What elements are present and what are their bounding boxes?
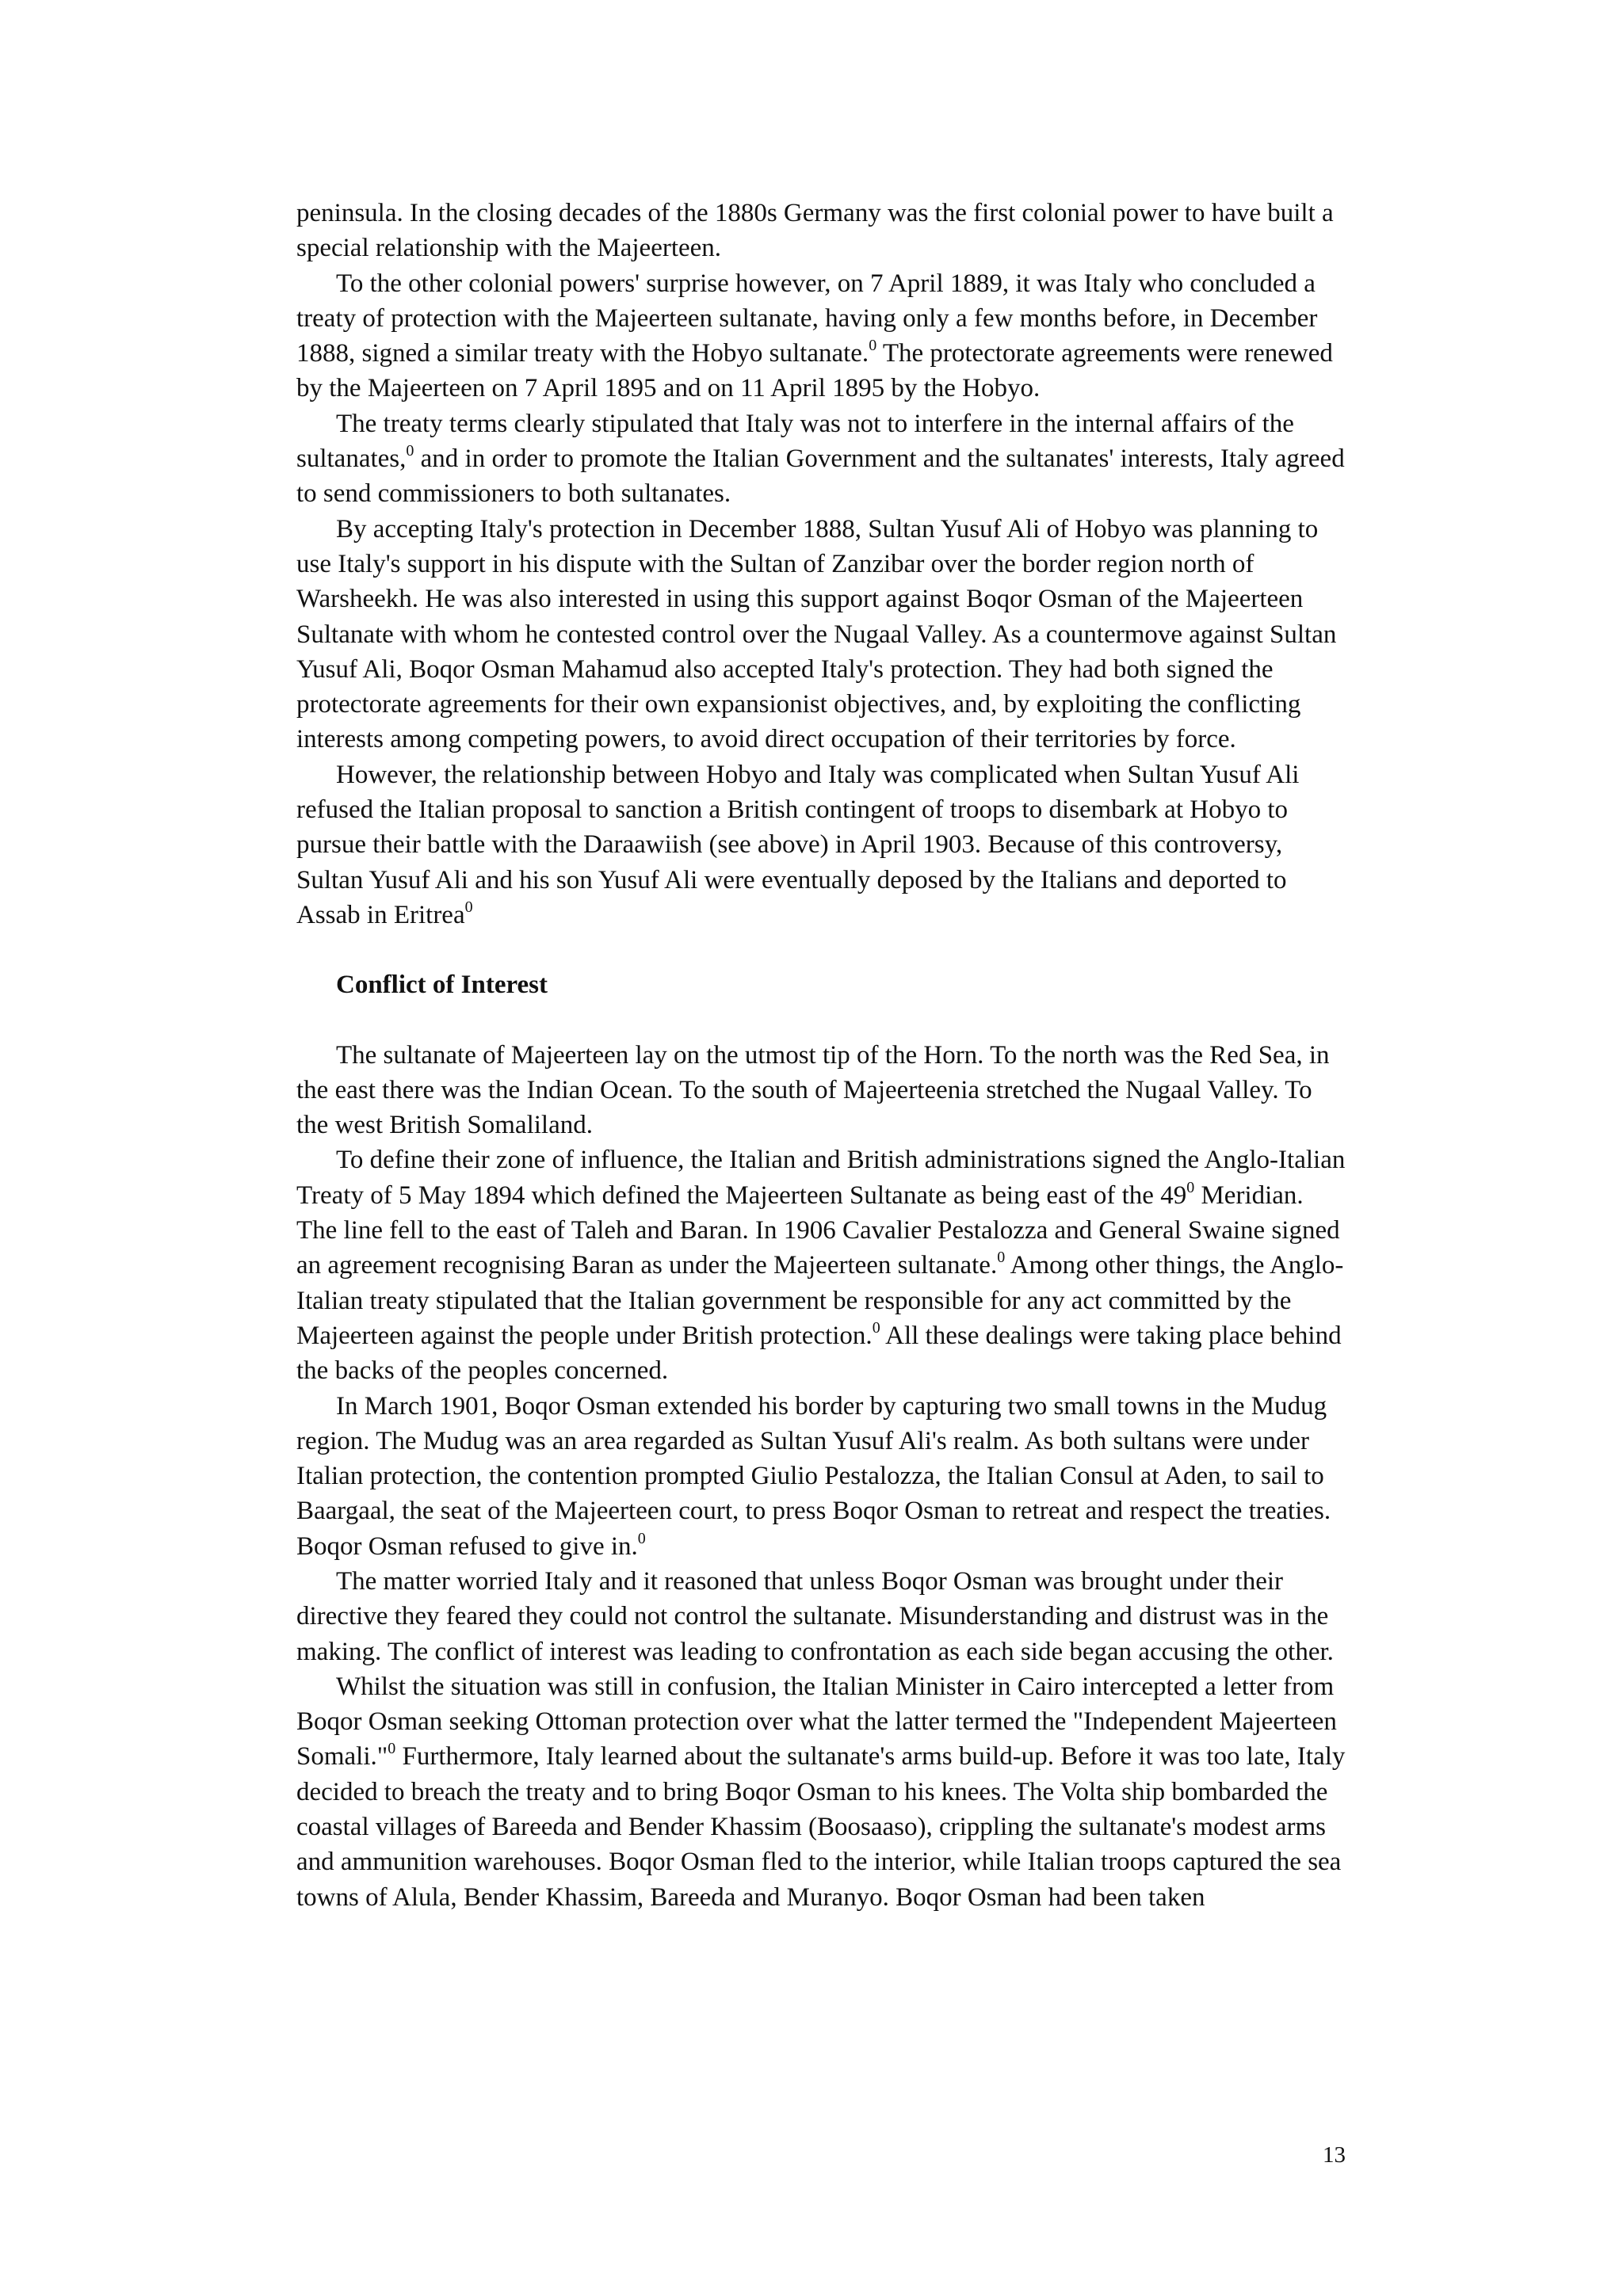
- text-segment: To define their zone of influence, the Italian and British administrations signed the Anglo-Italian Treaty of 5 May 1894 which defined the Majeerteen Sultanate as being east of the 49: [296, 1146, 1346, 1210]
- text-segment: To the other colonial powers' surprise however, on 7 April 1889, it was Italy who concluded a treaty of protection with the Majeerteen sultanate, having only a few months before, in December 1888, signed a similar treaty with the Hobyo sultanate.: [296, 269, 1318, 368]
- text-segment: All these dealings were taking place behind the backs of the peoples concerned.: [296, 1321, 1342, 1386]
- paragraph: [296, 1669, 1347, 1915]
- footnote-marker: 0: [872, 1318, 880, 1337]
- text-segment: The sultanate of Majeerteen lay on the utmost tip of the Horn. To the north was the Red Sea, in the east there was the Indian Ocean. To the south of Majeerteenia stretched the Nugaal Valley. To the west British Somaliland.: [296, 1040, 1330, 1140]
- footnote-marker: 0: [869, 337, 877, 355]
- footnote-marker: 0: [464, 898, 473, 916]
- text-segment: Whilst the situation was still in confusion, the Italian Minister in Cairo intercepted a letter from Boqor Osman seeking Ottoman protection over what the latter termed the "Independent Majeerteen Somali.": [296, 1672, 1337, 1772]
- text-segment: peninsula. In the closing decades of the 1880s Germany was the first colonial power to have built a special relationship with the Majeerteen.: [296, 199, 1334, 263]
- paragraph: [296, 757, 1347, 933]
- page-number: 13: [1323, 2142, 1346, 2168]
- paragraph: [296, 1038, 1347, 1143]
- paragraph: [296, 196, 1347, 266]
- text-segment: and in order to promote the Italian Government and the sultanates' interests, Italy agreed to send commissioners to both sultanates.: [296, 444, 1345, 509]
- text-segment: The protectorate agreements were renewed by the Majeerteen on 7 April 1895 and on 11 April 1895 by the Hobyo.: [296, 339, 1333, 403]
- text-segment: In March 1901, Boqor Osman extended his border by capturing two small towns in the Mudug region. The Mudug was an area regarded as Sultan Yusuf Ali's realm. As both sultans were under Italian protection, the contention prompted Giulio Pestalozza, the Italian Consul at Aden, to sail to Baargaal, the seat of the Majeerteen court, to press Boqor Osman to retreat and respect the treaties. Boqor Osman refused to give in.: [296, 1391, 1331, 1561]
- paragraph: [296, 1142, 1347, 1388]
- footnote-marker: 0: [406, 442, 414, 460]
- paragraph: [296, 1389, 1347, 1564]
- text-segment: The matter worried Italy and it reasoned that unless Boqor Osman was brought under their directive they feared they could not control the sultanate. Misunderstanding and distrust was in the making. The conflict of interest was leading to confrontation as each side began accusing the other.: [296, 1566, 1334, 1666]
- document-body: [296, 196, 1347, 1915]
- footnote-marker: 0: [1186, 1178, 1195, 1196]
- footnote-marker: 0: [637, 1529, 646, 1547]
- footnote-marker: 0: [388, 1740, 396, 1758]
- text-segment: Furthermore, Italy learned about the sultanate's arms build-up. Before it was too late, Italy decided to breach the treaty and to bring Boqor Osman to his knees. The Volta ship bombarded the coastal villages of Bareeda and Bender Khassim (Boosaaso), crippling the sultanate's modest arms and ammunition warehouses. Boqor Osman fled to the interior, while Italian troops captured the sea towns of Alula, Bender Khassim, Bareeda and Muranyo. Boqor Osman had been taken: [296, 1742, 1346, 1912]
- paragraph: [296, 1564, 1347, 1669]
- text-segment: However, the relationship between Hobyo and Italy was complicated when Sultan Yusuf Ali refused the Italian proposal to sanction a British contingent of troops to disembark at Hobyo to pursue their battle with the Daraawiish (see above) in April 1903. Because of this controversy, Sultan Yusuf Ali and his son Yusuf Ali were eventually deposed by the Italians and deported to Assab in Eritrea: [296, 760, 1300, 929]
- paragraph: [296, 512, 1347, 757]
- section-heading: Conflict of Interest: [336, 971, 548, 1000]
- footnote-marker: 0: [997, 1249, 1006, 1267]
- paragraph: [296, 406, 1347, 512]
- paragraph: [296, 266, 1347, 406]
- text-segment: Among other things, the Anglo-Italian treaty stipulated that the Italian government be responsible for any act committed by the Majeerteen against the people under British protection.: [296, 1251, 1344, 1350]
- text-segment: The treaty terms clearly stipulated that Italy was not to interfere in the internal affairs of the sultanates,: [296, 409, 1294, 474]
- text-segment: By accepting Italy's protection in December 1888, Sultan Yusuf Ali of Hobyo was planning to use Italy's support in his dispute with the Sultan of Zanzibar over the border region north of Warsheekh. He was also interested in using this support against Boqor Osman of the Majeerteen Sultanate with whom he contested control over the Nugaal Valley. As a countermove against Sultan Yusuf Ali, Boqor Osman Mahamud also accepted Italy's protection. They had both signed the protectorate agreements for their own expansionist objectives, and, by exploiting the conflicting interests among competing powers, to avoid direct occupation of their territories by force.: [296, 514, 1337, 754]
- text-segment: Meridian. The line fell to the east of Taleh and Baran. In 1906 Cavalier Pestalozza and General Swaine signed an agreement recognising Baran as under the Majeerteen sultanate.: [296, 1180, 1340, 1280]
